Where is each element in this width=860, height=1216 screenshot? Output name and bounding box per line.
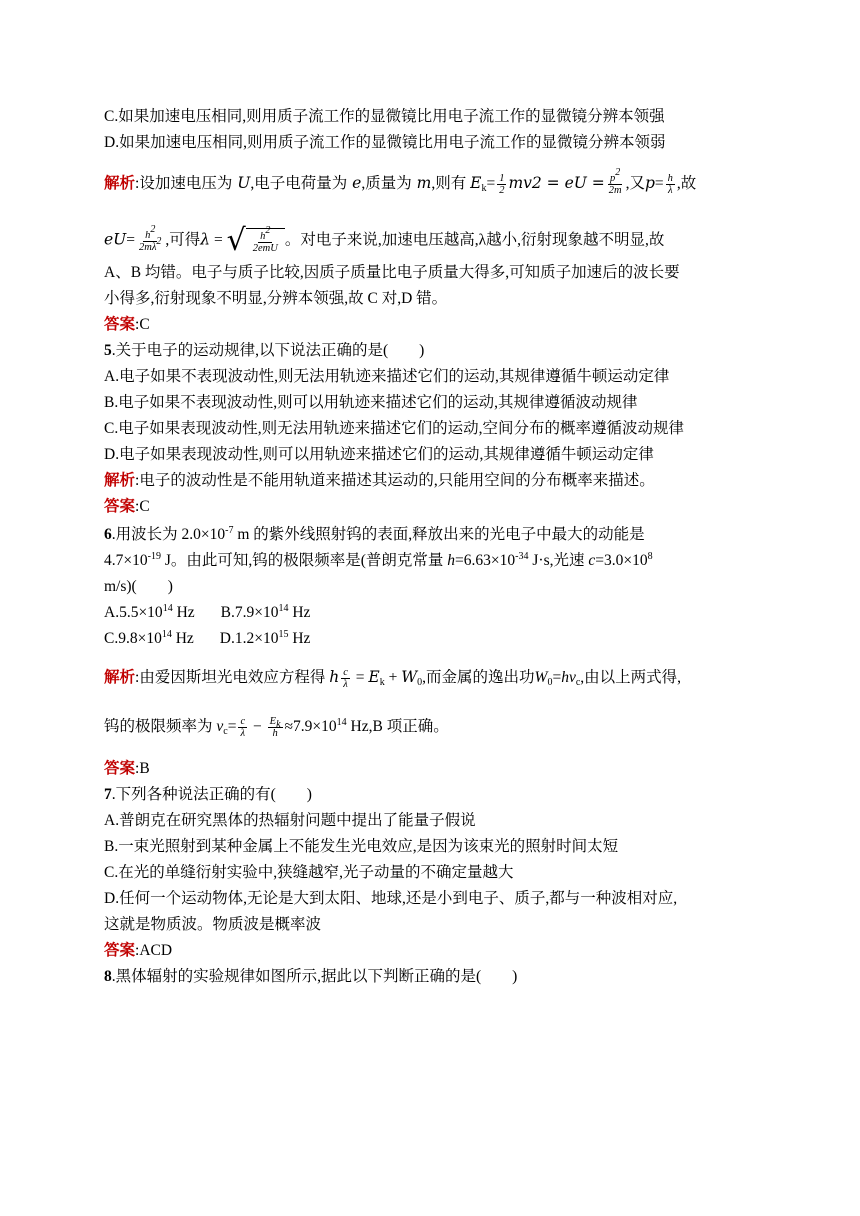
- text: Hz: [172, 604, 195, 621]
- text: ,故: [676, 175, 697, 192]
- q6-stem-line1: [104, 524, 645, 546]
- q5-option-d: D.电子如果表现波动性,则可以用轨迹来描述它们的运动,其规律遵循牛顿运动定律: [104, 446, 654, 463]
- formula-fraction: $\frac{h^2}{2m\lambda^2}$: [139, 223, 162, 253]
- text: =3.0×10: [595, 552, 648, 569]
- text: 。对电子来说,加速电压越高,λ越小,衍射现象越不明显,故: [284, 231, 665, 249]
- square-root: √ $\frac{h^2}{\text{2emU}}$: [227, 226, 285, 256]
- answer-label: 答案: [104, 498, 136, 515]
- q4-explanation-line1: 解析:设加速电压为 U,电子电荷量为 e,质量为 m,则有 $E_k=$ $\frac{1}{2}$ mv2 = eU = $\frac{p^2}{2m}$ ,又p= $\frac{h}{\lambda}$ ,故: [104, 166, 697, 196]
- q7-stem: [104, 784, 312, 806]
- text: D.1.2×10: [219, 630, 279, 647]
- text: Hz: [171, 630, 194, 647]
- q6-stem-line3: m/s)( ): [104, 578, 173, 595]
- q6-options-ab: [104, 602, 310, 624]
- text: B.7.9×10: [220, 604, 279, 621]
- q6-explanation-line1: 解析:由爱因斯坦光电效应方程得 h $\frac{c}{\lambda}$ = $E_k + W_0$,而金属的逸出功$W_0=h\nu_c$,由以上两式得,: [104, 666, 682, 690]
- formula-fraction: $\frac{c}{\lambda}$: [343, 666, 348, 690]
- text: .关于电子的运动规律,以下说法正确的是( ): [111, 342, 425, 359]
- text: Hz: [288, 630, 311, 647]
- text: ,则有: [431, 175, 467, 192]
- q6-stem-line2: $4.7\times 10^{-19}$ J。由此可知,钨的极限频率是(普朗克常量 $h=6.63\times 10^{-34}$ J·s,光速 $c=3.0\times 10^8$: [104, 551, 653, 569]
- explanation-label: 解析: [104, 175, 136, 192]
- q5-option-b: B.电子如果不表现波动性,则可以用轨迹来描述它们的运动,其规律遵循波动规律: [104, 394, 638, 411]
- explanation-label: 解析: [104, 472, 136, 489]
- text: 14: [161, 629, 172, 640]
- q6-options-cd: [104, 628, 310, 650]
- question-number: 6: [104, 526, 112, 543]
- question-number: 7: [104, 786, 112, 803]
- q5-answer: [104, 496, 150, 518]
- text: 8: [647, 551, 653, 562]
- text: ≈7.9×10: [284, 718, 337, 736]
- q4-explanation-line2: eU= $\frac{h^2}{2m\lambda^2}$ ,可得λ = √ $\frac{h^2}{\text{2emU}}$ 。对电子来说,加速电压越高,λ越小,衍射现象越不明显,故: [104, 223, 665, 258]
- explanation-label: 解析: [104, 669, 136, 686]
- q4-explanation-line3: A、B 均错。电子与质子比较,因质子质量比电子质量大得多,可知质子加速后的波长要: [104, 264, 680, 281]
- text: ,质量为: [361, 175, 412, 192]
- text: :C: [135, 316, 150, 333]
- q7-option-d-line1: D.任何一个运动物体,无论是大到太阳、地球,还是小到电子、质子,都与一种波相对应,: [104, 890, 678, 907]
- q8-stem: [104, 966, 517, 988]
- text: :C: [135, 498, 150, 515]
- formula-fraction: $\frac{p^2}{2m}$: [608, 166, 622, 196]
- q5-stem: [104, 340, 424, 362]
- text: .黑体辐射的实验规律如图所示,据此以下判断正确的是( ): [111, 968, 518, 985]
- q4-option-c: C.如果加速电压相同,则用质子流工作的显微镜比用电子流工作的显微镜分辨本领强: [104, 108, 665, 125]
- text: -19: [147, 551, 161, 562]
- formula-fraction: $\frac{h}{\lambda}$: [667, 172, 673, 196]
- text: :B: [135, 760, 150, 777]
- text: -34: [515, 551, 529, 562]
- text: :由爱因斯坦光电效应方程得: [135, 669, 326, 686]
- answer-label: 答案: [104, 316, 136, 333]
- q6-explanation-line2: 钨的极限频率为 $\nu_c=$ $\frac{c}{\lambda}$ − $\frac{E_k}{h}$ $\approx 7.9\times 10^{14}$ Hz,B 项正确。: [104, 716, 449, 739]
- text: -7: [225, 525, 234, 536]
- q7-option-d-line2: 这就是物质波。物质波是概率波: [104, 916, 322, 933]
- text: 14: [336, 717, 347, 729]
- q6-answer: [104, 758, 150, 780]
- question-number: 5: [104, 342, 112, 359]
- text: 15: [278, 629, 289, 640]
- text: J·s,光速: [528, 552, 585, 569]
- text: :电子的波动性是不能用轨道来描述其运动的,只能用空间的分布概率来描述。: [135, 472, 655, 489]
- text: ,可得: [165, 231, 201, 249]
- text: A.5.5×10: [104, 604, 163, 621]
- q7-option-c: C.在光的单缝衍射实验中,狭缝越窄,光子动量的不确定量越大: [104, 864, 514, 881]
- answer-label: 答案: [104, 760, 136, 777]
- q4-explanation-line4: 小得多,衍射现象不明显,分辨本领强,故 C 对,D 错。: [104, 290, 448, 307]
- text: =6.63×10: [455, 552, 516, 569]
- text: 钨的极限频率为: [104, 718, 213, 736]
- q5-explanation: [104, 470, 655, 492]
- q7-option-a: A.普朗克在研究黑体的热辐射问题中提出了能量子假说: [104, 812, 476, 829]
- q7-option-b: B.一束光照射到某种金属上不能发生光电效应,是因为该束光的照射时间太短: [104, 838, 619, 855]
- q4-option-d: D.如果加速电压相同,则用质子流工作的显微镜比用电子流工作的显微镜分辨本领弱: [104, 134, 666, 151]
- q5-option-c: C.电子如果表现波动性,则无法用轨迹来描述它们的运动,空间分布的概率遵循波动规律: [104, 420, 684, 437]
- text: ,而金属的逸出功: [422, 669, 535, 686]
- text: :设加速电压为: [135, 175, 233, 192]
- text: ,又: [625, 175, 645, 192]
- text: 14: [162, 603, 173, 614]
- question-number: 8: [104, 968, 112, 985]
- text: C.9.8×10: [104, 630, 162, 647]
- formula-fraction: $\frac{c}{\lambda}$: [240, 716, 246, 739]
- formula-fraction: $\frac{1}{2}$: [499, 172, 505, 196]
- q7-answer: [104, 940, 172, 962]
- text: m 的紫外线照射钨的表面,释放出来的光电子中最大的动能是: [233, 526, 645, 543]
- answer-label: 答案: [104, 942, 136, 959]
- text: Hz: [288, 604, 311, 621]
- text: 4.7×10: [104, 552, 148, 569]
- text: J。由此可知,钨的极限频率是(普朗克常量: [160, 552, 444, 569]
- text: :ACD: [135, 942, 173, 959]
- text: .用波长为 2.0×10: [111, 526, 226, 543]
- text: 14: [278, 603, 289, 614]
- formula-fraction: $\frac{E_k}{h}$: [269, 716, 281, 739]
- text: ,由以上两式得,: [580, 669, 682, 686]
- q4-answer: [104, 314, 150, 336]
- text: Hz,B 项正确。: [346, 718, 449, 736]
- q5-option-a: A.电子如果不表现波动性,则无法用轨迹来描述它们的运动,其规律遵循牛顿运动定律: [104, 368, 670, 385]
- text: .下列各种说法正确的有( ): [111, 786, 312, 803]
- text: ,电子电荷量为: [250, 175, 348, 192]
